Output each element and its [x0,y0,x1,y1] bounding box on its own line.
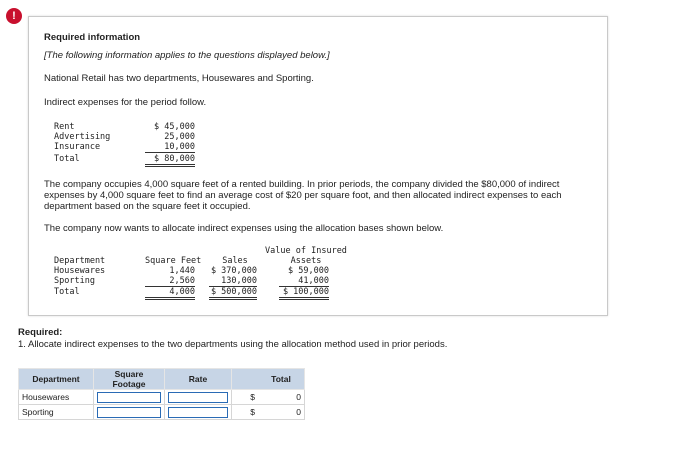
insured-assets-value: $ 59,000 [288,266,329,276]
insured-assets-total: $ 100,000 [279,287,329,300]
alert-icon: ! [6,8,22,24]
currency-symbol: $ [232,405,259,420]
info-line-departments: National Retail has two departments, Housewares and Sporting. [44,73,314,84]
insured-assets-value: 41,000 [279,276,329,287]
column-header: Total [258,369,305,390]
square-footage-input[interactable] [97,392,161,403]
rate-input[interactable] [168,392,228,403]
column-header: Sales [222,256,248,266]
square-feet-value: 1,440 [169,266,195,276]
currency-symbol: $ [232,390,259,405]
paragraph-prior-method: The company occupies 4,000 square feet of a rented building. In prior periods, the company divided the $80,000 of indirect expenses by 4,000 square feet to find an average cost of $20 per square foot, and then allocated indirect expenses to each department based on the square feet it occupied. [44,179,562,212]
square-feet-value: 2,560 [145,276,195,287]
row-department: Sporting [54,276,95,286]
square-footage-input-cell[interactable] [94,405,165,420]
column-header: Square Feet [145,256,202,266]
square-footage-input[interactable] [97,407,161,418]
answer-table [18,368,305,420]
answer-table-header [19,369,305,390]
square-footage-input-cell[interactable] [94,390,165,405]
expense-label: Total [54,154,80,164]
row-department: Housewares [54,266,106,276]
paragraph-new-method: The company now wants to allocate indirect expenses using the allocation bases shown below. [44,223,444,234]
sales-value: $ 370,000 [210,266,257,276]
column-header: Rate [165,369,232,390]
sales-total: $ 500,000 [209,287,257,300]
expense-amount: 10,000 [145,142,195,153]
required-information-panel [28,16,608,316]
column-header: Department [54,256,106,266]
total-value: 0 [258,390,305,405]
column-header: Department [19,369,94,390]
expense-amount: $ 45,000 [154,122,195,132]
expense-label: Insurance [54,142,101,152]
expense-amount: 25,000 [164,132,195,142]
department-cell: Housewares [19,390,94,405]
column-header: Square Footage [94,369,165,390]
column-header: Assets [290,256,322,266]
required-heading: Required: [18,327,63,338]
sales-value: 130,000 [209,276,257,287]
row-department: Total [54,287,80,297]
expense-label: Rent [54,122,75,132]
expense-amount-total: $ 80,000 [145,154,195,167]
expense-label: Advertising [54,132,111,142]
table-row [19,390,305,405]
rate-input-cell[interactable] [165,405,232,420]
table-row [19,405,305,420]
info-line-expenses-intro: Indirect expenses for the period follow. [44,97,207,108]
square-feet-total: 4,000 [145,287,195,300]
info-heading: Required information [44,32,141,43]
info-note: [The following information applies to the questions displayed below.] [44,50,330,61]
required-question: 1. Allocate indirect expenses to the two departments using the allocation method used in prior periods. [18,339,448,350]
total-value: 0 [258,405,305,420]
rate-input[interactable] [168,407,228,418]
column-header: Value of Insured [265,246,347,256]
rate-input-cell[interactable] [165,390,232,405]
column-header-spacer [232,369,259,390]
department-cell: Sporting [19,405,94,420]
